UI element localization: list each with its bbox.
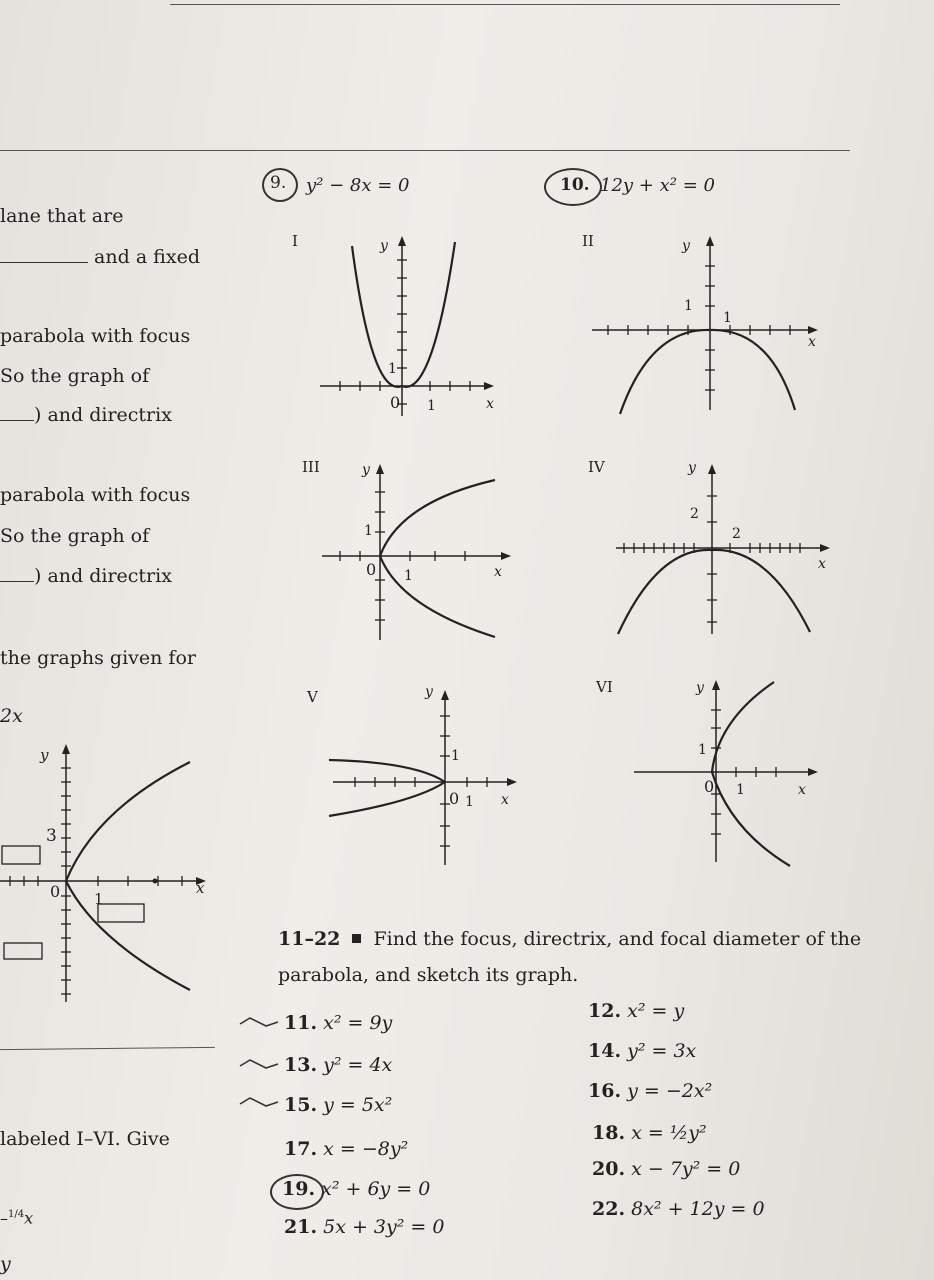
- graph-II: [580, 228, 830, 418]
- left-parabola-graph: [0, 740, 215, 1005]
- problem-number: 10.: [560, 175, 590, 195]
- pencil-check-icon: [238, 1094, 282, 1112]
- exercise-item-15: 15. y = 5x²: [284, 1094, 393, 1116]
- graph-V: [305, 680, 530, 875]
- graph-label: V: [307, 688, 318, 706]
- axis-label-x: x: [494, 564, 502, 580]
- left-text-line: So the graph of: [0, 525, 150, 547]
- left-text-line: the graphs given for: [0, 647, 196, 669]
- exercise-header-line2: parabola, and sketch its graph.: [278, 964, 579, 986]
- axis-label-x: x: [196, 879, 205, 897]
- axis-label-y: y: [380, 238, 388, 254]
- exercise-item-21: 21. 5x + 3y² = 0: [284, 1216, 445, 1238]
- pencil-check-icon: [238, 1014, 282, 1032]
- tick-label: 3: [46, 826, 57, 846]
- exercise-item-13: 13. y² = 4x: [284, 1054, 393, 1076]
- graph-label: I: [292, 232, 298, 250]
- axis-label-x: x: [798, 782, 806, 798]
- exercise-item-18: 18. x = ½y²: [592, 1122, 707, 1144]
- left-text-line: ) and directrix: [0, 567, 172, 586]
- graph-label: III: [302, 458, 320, 476]
- tick-label: 1: [465, 794, 474, 810]
- tick-label: 1: [427, 398, 436, 414]
- problem-equation: 12y + x² = 0: [600, 175, 715, 196]
- exercise-item-11: 11. x² = 9y: [284, 1012, 393, 1034]
- tick-label: 0: [390, 393, 401, 412]
- axis-label-y: y: [425, 684, 433, 700]
- left-text-line: 2x: [0, 705, 23, 727]
- graph-III: [300, 452, 520, 647]
- tick-label: 1: [698, 742, 707, 758]
- left-text-line: labeled I–VI. Give: [0, 1128, 170, 1150]
- exercise-item-19: 19. x² + 6y = 0: [282, 1178, 431, 1200]
- axis-label-x: x: [818, 556, 826, 572]
- axis-label-y: y: [362, 462, 370, 478]
- answer-blank: [0, 581, 34, 582]
- left-text-line: –$^{1/4}$x: [0, 1208, 34, 1228]
- section-square-icon: [352, 934, 361, 943]
- problem-equation: y² − 8x = 0: [306, 175, 410, 196]
- tick-label: 1: [736, 782, 745, 798]
- axis-label-y: y: [682, 238, 690, 254]
- tick-label: 2: [690, 506, 699, 522]
- tick-label: 0: [704, 777, 715, 796]
- exercise-header: 11–22 Find the focus, directrix, and focal diameter of the: [278, 928, 862, 950]
- tick-label: 1: [451, 748, 460, 764]
- left-text-line: y: [0, 1253, 11, 1275]
- graph-label: VI: [596, 678, 613, 696]
- graph-label: II: [582, 232, 594, 250]
- left-text-line: and a fixed: [0, 248, 200, 267]
- tick-label: 0: [50, 882, 61, 901]
- tick-label: 1: [684, 298, 693, 314]
- axis-label-y: y: [40, 746, 49, 764]
- axis-label-x: x: [808, 334, 816, 350]
- axis-label-x: x: [501, 792, 509, 808]
- tick-label: 1: [723, 310, 732, 326]
- top-rule: [170, 4, 840, 5]
- tick-label: 1: [94, 890, 104, 908]
- tick-label: 0: [366, 560, 377, 579]
- left-text-line: ) and directrix: [0, 406, 172, 425]
- left-text-line: lane that are: [0, 205, 124, 227]
- exercise-item-16: 16. y = −2x²: [588, 1080, 713, 1102]
- section-rule: [0, 150, 850, 151]
- tick-label: 1: [388, 361, 397, 377]
- pencil-check-icon: [238, 1056, 282, 1074]
- problem-number: 9.: [270, 173, 287, 193]
- exercise-item-14: 14. y² = 3x: [588, 1040, 697, 1062]
- left-text-line: So the graph of: [0, 365, 150, 387]
- axis-label-x: x: [486, 396, 494, 412]
- answer-blank: [0, 420, 34, 421]
- tick-label: 2: [732, 526, 741, 542]
- tick-label: 0: [449, 789, 460, 808]
- exercise-item-22: 22. 8x² + 12y = 0: [592, 1198, 765, 1220]
- exercise-item-12: 12. x² = y: [588, 1000, 685, 1022]
- exercise-item-17: 17. x = −8y²: [284, 1138, 409, 1160]
- left-text-line: parabola with focus: [0, 325, 191, 347]
- exercise-item-20: 20. x − 7y² = 0: [592, 1158, 741, 1180]
- graph-I: [290, 228, 510, 428]
- answer-blank: [0, 262, 88, 263]
- axis-label-y: y: [688, 460, 696, 476]
- lower-left-rule: [0, 1047, 215, 1050]
- axis-label-y: y: [696, 680, 704, 696]
- tick-label: 1: [364, 523, 373, 539]
- left-text-line: parabola with focus: [0, 484, 191, 506]
- graph-IV: [588, 452, 838, 642]
- graph-label: IV: [588, 458, 605, 476]
- tick-label: 1: [404, 568, 413, 584]
- graph-VI: [590, 670, 830, 870]
